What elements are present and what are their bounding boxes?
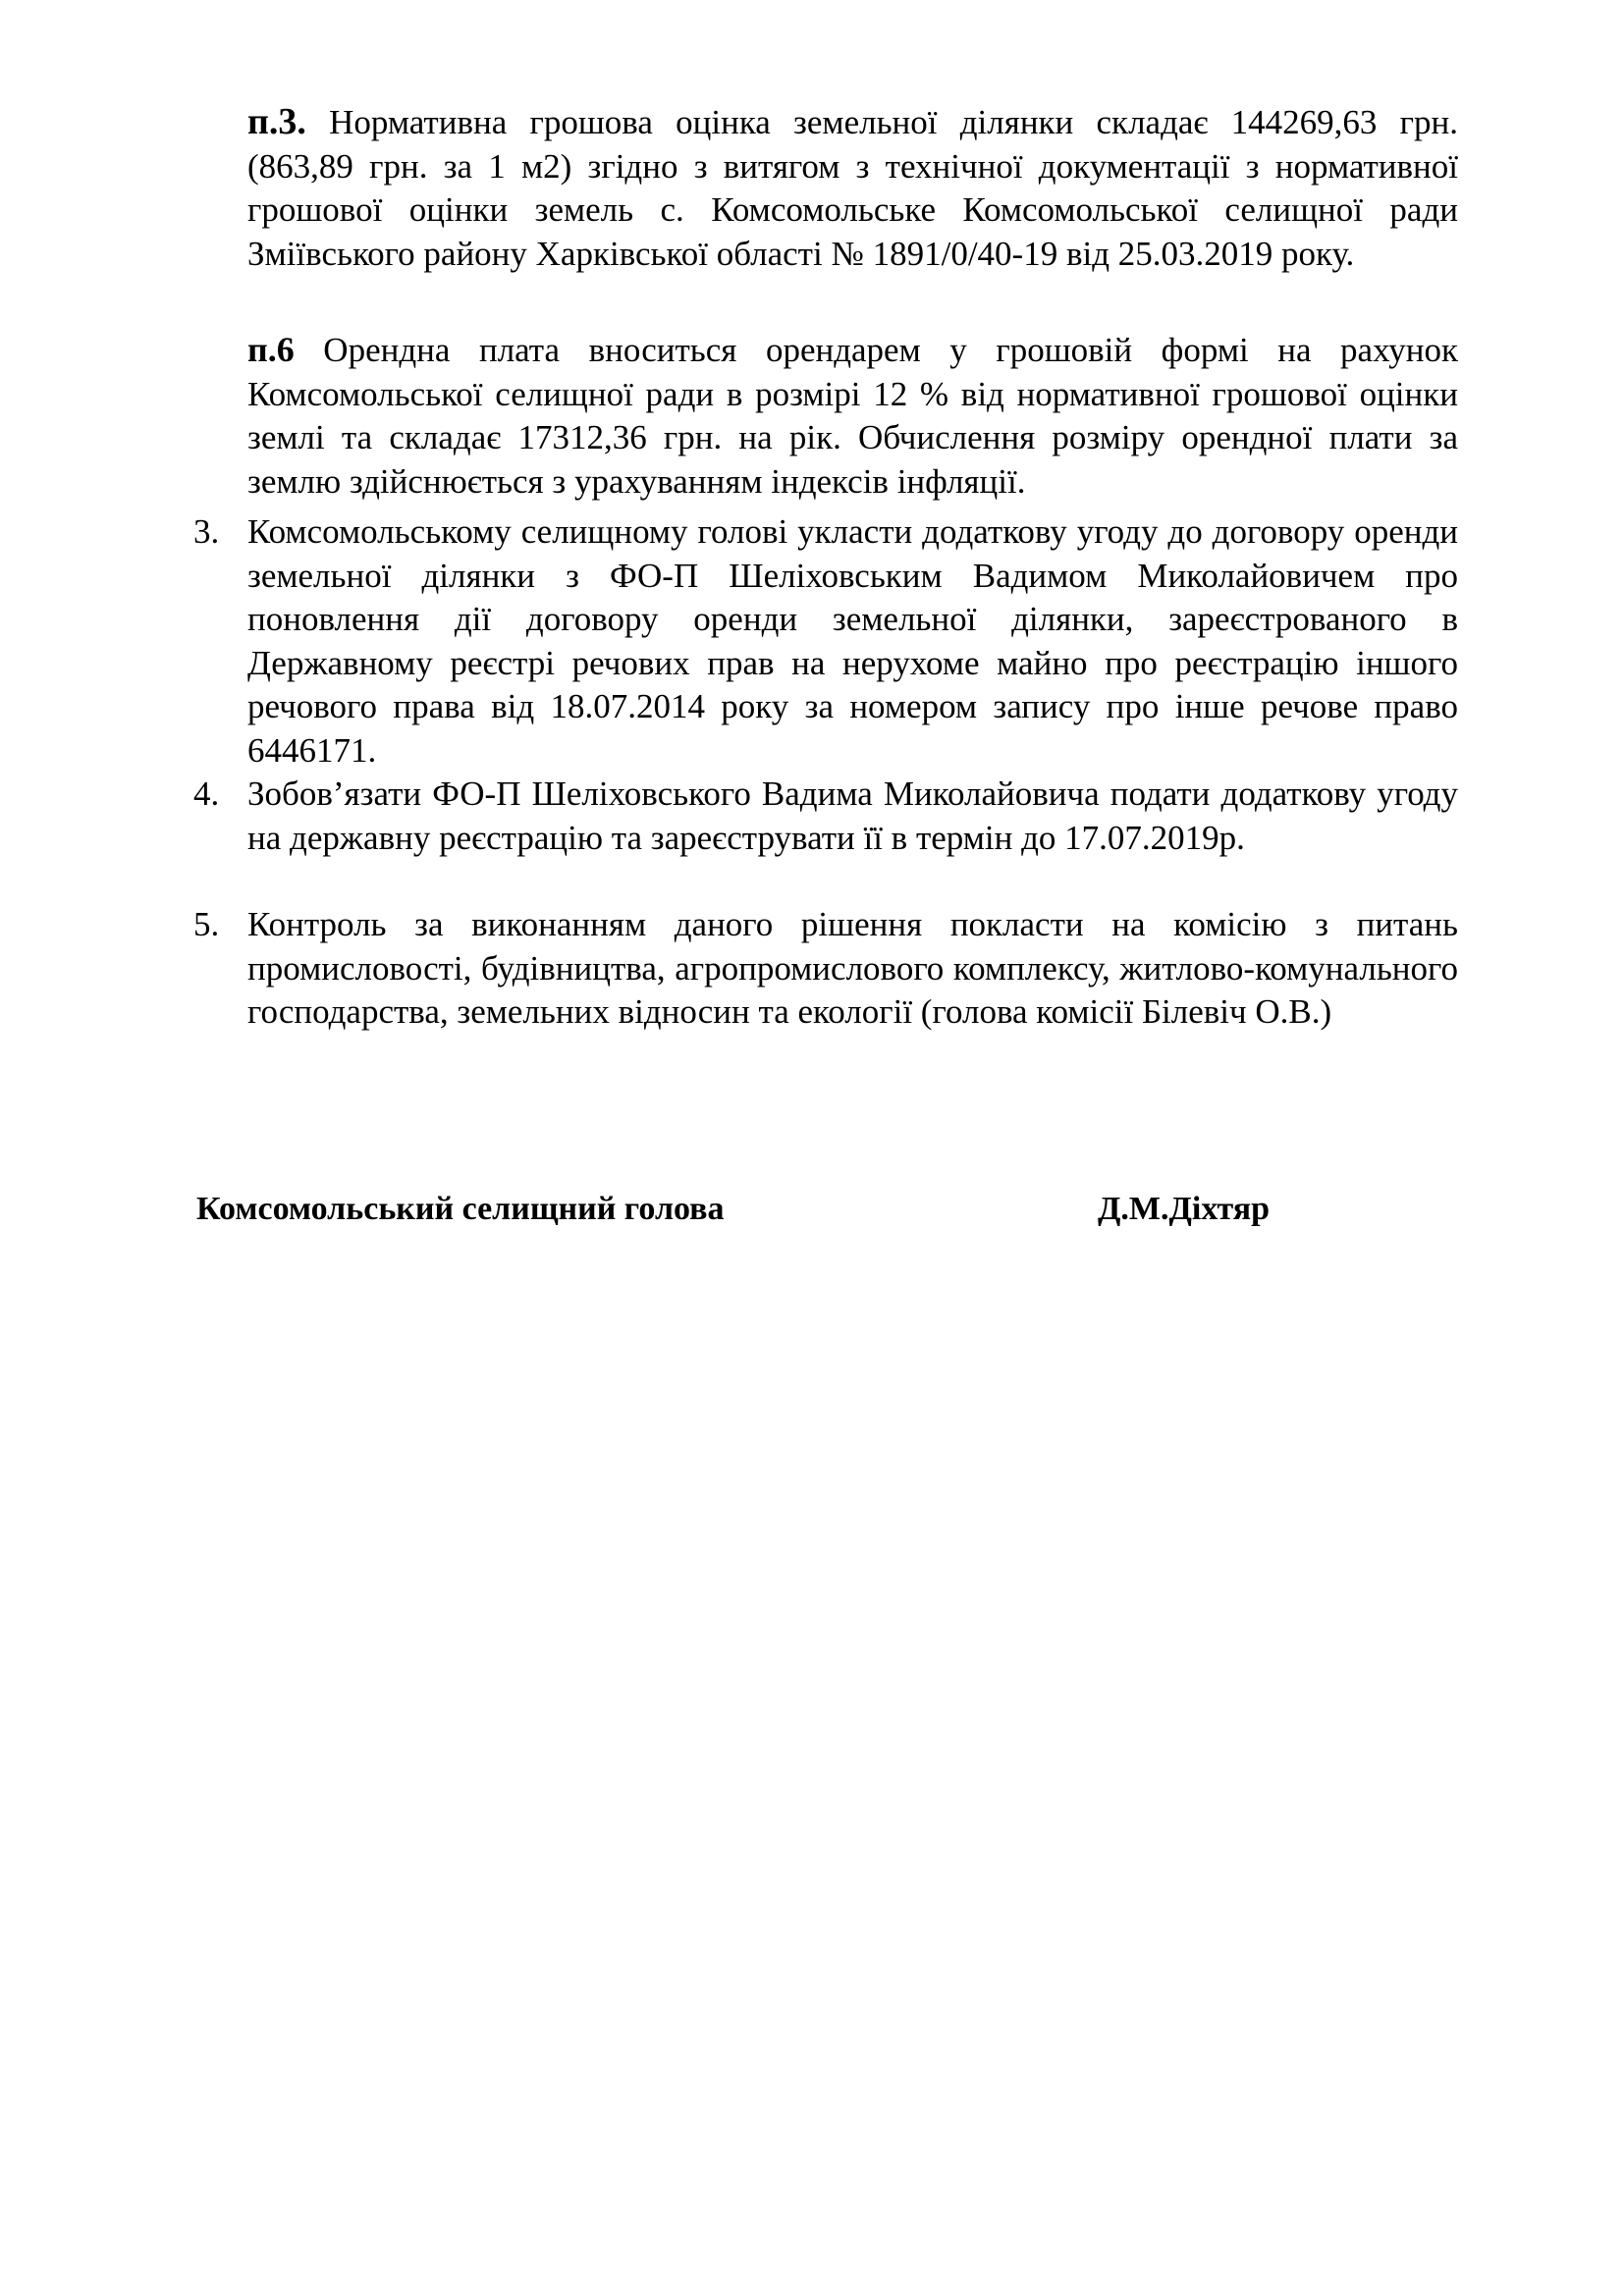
list-item-number: 3.: [193, 512, 220, 551]
signature-title: Комсомольський селищний голова: [196, 1191, 725, 1227]
paragraph-p6: [247, 328, 1458, 504]
list-item-number: 5.: [193, 905, 220, 943]
paragraph-p6-label: п.6: [247, 330, 295, 369]
paragraph-p3: [247, 100, 1458, 276]
paragraph-p3-text: Нормативна грошова оцінка земельної ділянки складає 144269,63 грн. (863,89 грн. за 1 м2) згідно з витягом з технічної документації з нормативної грошової оцінки земель с. Комсомольське Комсомольської селищної ради Зміївського району Харківської області № 1891/0/40-19 від 25.03.2019 року.: [247, 103, 1458, 273]
list-item-text: Контроль за виконанням даного рішення покласти на комісію з питань промисловості, будівництва, агропромислового комплексу, житлово-комунального господарства, земельних відносин та екології (голова комісії Білевіч О.В.): [247, 905, 1458, 1031]
paragraph-p6-text: Орендна плата вноситься орендарем у грошовій формі на рахунок Комсомольської селищної ради в розмірі 12 % від нормативної грошової оцінки землі та складає 17312,36 грн. на рік. Обчислення розміру орендної плати за землю здійснюється з урахуванням індексів інфляції.: [247, 331, 1458, 501]
list-item-text: Комсомольському селищному голові укласти додаткову угоду до договору оренди земельної ділянки з ФО-П Шеліховським Вадимом Миколайовичем про поновлення дії договору оренди земельної ділянки, зареєстрованого в Державному реєстрі речових прав на нерухоме майно про реєстрацію іншого речового права від 18.07.2014 року за номером запису про інше речове право 6446171.: [247, 512, 1458, 770]
list-item-number: 4.: [193, 774, 220, 813]
signature-name: Д.М.Діхтяр: [1098, 1191, 1271, 1227]
paragraph-p3-label: п.3.: [247, 101, 306, 142]
list-item-text: Зобов’язати ФО-П Шеліховського Вадима Миколайовича подати додаткову угоду на державну реєстрацію та зареєструвати її в термін до 17.07.2019р.: [247, 774, 1458, 857]
